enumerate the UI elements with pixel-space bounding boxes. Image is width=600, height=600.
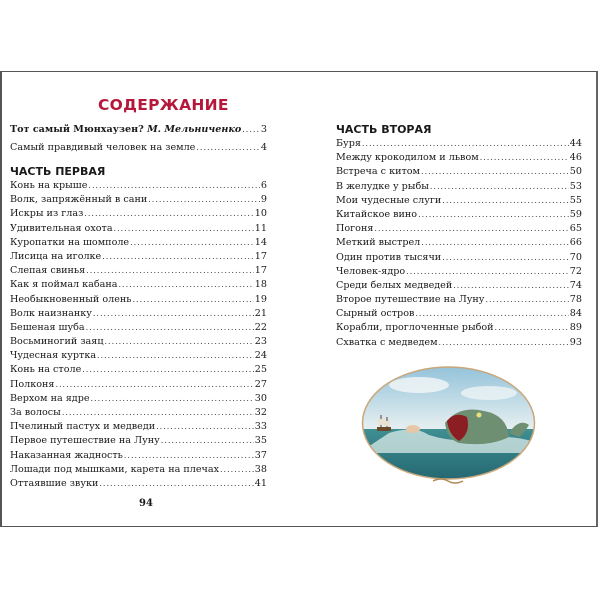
- dot-leader: [130, 238, 254, 247]
- toc-entry[interactable]: Верхом на ядре ..... 30: [10, 393, 267, 407]
- dot-leader: [82, 365, 254, 374]
- author: М. Мельниченко: [147, 124, 242, 135]
- dot-leader: [406, 267, 569, 276]
- dot-leader: [220, 465, 254, 474]
- dot-leader: [442, 253, 569, 262]
- toc-entry[interactable]: Лошади под мышками, карета на плечах ..... 38: [10, 464, 267, 478]
- dot-leader: [148, 195, 260, 204]
- dot-leader: [88, 181, 259, 190]
- part2-list: [336, 122, 582, 351]
- dot-leader: [362, 139, 569, 148]
- dot-leader: [442, 196, 569, 205]
- dot-leader: [430, 182, 569, 191]
- dot-leader: [119, 280, 254, 289]
- toc-entry[interactable]: Лисица на иголке ..... 17: [10, 251, 267, 265]
- toc-entry[interactable]: Среди белых медведей ..... 74: [336, 280, 582, 294]
- toc-entry[interactable]: Погоня ..... 65: [336, 223, 582, 237]
- intro-list: [10, 124, 267, 156]
- section-heading: ЧАСТЬ ВТОРАЯ: [336, 123, 432, 136]
- toc-entry[interactable]: Тот самый Мюнхаузен? М. Мельниченко ..... 3: [10, 124, 267, 138]
- toc-entry[interactable]: Схватка с медведем ..... 93: [336, 337, 582, 351]
- dot-leader: [439, 338, 569, 347]
- dot-leader: [421, 238, 569, 247]
- dot-leader: [102, 252, 254, 261]
- toc-entry[interactable]: Чудесная куртка ..... 24: [10, 350, 267, 364]
- dot-leader: [84, 209, 253, 218]
- dot-leader: [86, 323, 254, 332]
- toc-entry[interactable]: Волк наизнанку ..... 21: [10, 308, 267, 322]
- dot-leader: [495, 323, 569, 332]
- dot-leader: [93, 309, 254, 318]
- page-number: 94: [139, 498, 153, 509]
- toc-entry[interactable]: Самый правдивый человек на земле ..... 4: [10, 142, 267, 156]
- toc-entry[interactable]: Один против тысячи ..... 70: [336, 252, 582, 266]
- toc-entry[interactable]: Пчелиный пастух и медведи ..... 33: [10, 421, 267, 435]
- dot-leader: [453, 281, 569, 290]
- toc-entry[interactable]: Между крокодилом и львом ..... 46: [336, 152, 582, 166]
- dot-leader: [242, 125, 260, 134]
- dot-leader: [55, 380, 253, 389]
- toc-entry[interactable]: Полконя ..... 27: [10, 379, 267, 393]
- toc-entry[interactable]: Восьминогий заяц ..... 23: [10, 336, 267, 350]
- toc-entry[interactable]: За волосы ..... 32: [10, 407, 267, 421]
- toc-entry[interactable]: Наказанная жадность ..... 37: [10, 450, 267, 464]
- dot-leader: [421, 167, 569, 176]
- dot-leader: [99, 479, 253, 488]
- toc-entry[interactable]: Встреча с китом ..... 50: [336, 166, 582, 180]
- dot-leader: [374, 224, 568, 233]
- dot-leader: [161, 436, 254, 445]
- sea-monster-illustration: [359, 363, 538, 491]
- dot-leader: [156, 422, 254, 431]
- toc-entry[interactable]: Необыкновенный олень ..... 19: [10, 294, 267, 308]
- dot-leader: [485, 295, 568, 304]
- contents-title: СОДЕРЖАНИЕ: [98, 96, 229, 114]
- dot-leader: [91, 394, 254, 403]
- toc-entry[interactable]: Второе путешествие на Луну ..... 78: [336, 294, 582, 308]
- dot-leader: [62, 408, 254, 417]
- toc-entry[interactable]: В желудке у рыбы ..... 53: [336, 181, 582, 195]
- toc-entry[interactable]: Конь на столе ..... 25: [10, 364, 267, 378]
- toc-entry[interactable]: Человек-ядро ..... 72: [336, 266, 582, 280]
- right-page: [302, 72, 600, 526]
- left-page: [2, 72, 302, 526]
- toc-entry[interactable]: Китайское вино ..... 59: [336, 209, 582, 223]
- toc-entry[interactable]: Бешеная шуба ..... 22: [10, 322, 267, 336]
- toc-entry[interactable]: Удивительная охота ..... 11: [10, 223, 267, 237]
- dot-leader: [480, 153, 569, 162]
- toc-entry[interactable]: Сырный остров ..... 84: [336, 308, 582, 322]
- toc-entry[interactable]: Оттаявшие звуки ..... 41: [10, 478, 267, 492]
- toc-entry[interactable]: Корабли, проглоченные рыбой ..... 89: [336, 322, 582, 336]
- toc-entry[interactable]: Куропатки на шомполе ..... 14: [10, 237, 267, 251]
- dot-leader: [196, 143, 260, 152]
- toc-entry[interactable]: Первое путешествие на Луну ..... 35: [10, 435, 267, 449]
- toc-entry[interactable]: Как я поймал кабана ..... 18: [10, 279, 267, 293]
- dot-leader: [105, 337, 254, 346]
- book-spread: [0, 71, 598, 527]
- toc-entry[interactable]: Волк, запряжённый в сани ..... 9: [10, 194, 267, 208]
- toc-entry[interactable]: Искры из глаз ..... 10: [10, 208, 267, 222]
- dot-leader: [418, 210, 569, 219]
- section-heading: ЧАСТЬ ПЕРВАЯ: [10, 165, 106, 178]
- toc-entry[interactable]: Конь на крыше ..... 6: [10, 180, 267, 194]
- toc-entry[interactable]: Мои чудесные слуги ..... 55: [336, 195, 582, 209]
- toc-entry[interactable]: Меткий выстрел ..... 66: [336, 237, 582, 251]
- dot-leader: [86, 266, 254, 275]
- dot-leader: [97, 351, 254, 360]
- dot-leader: [124, 451, 254, 460]
- toc-entry[interactable]: Слепая свинья ..... 17: [10, 265, 267, 279]
- toc-entry[interactable]: Буря ..... 44: [336, 138, 582, 152]
- dot-leader: [415, 309, 568, 318]
- dot-leader: [133, 295, 254, 304]
- dot-leader: [114, 224, 254, 233]
- part1-list: [10, 164, 267, 492]
